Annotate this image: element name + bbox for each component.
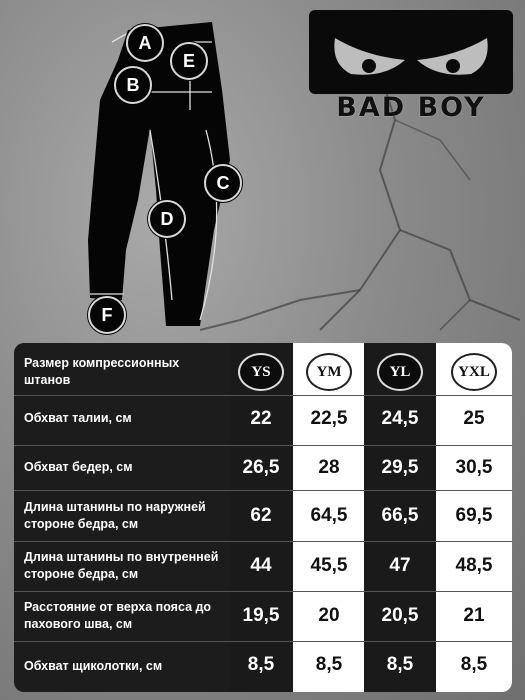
row-label: Обхват щиколотки, см [24, 659, 163, 673]
table-cell: 69,5 [455, 505, 493, 526]
marker-a: A [126, 24, 164, 62]
row-label: Длина штанины по наружней стороне бедра, см [24, 500, 206, 531]
table-cell: 30,5 [455, 457, 493, 478]
size-header-yl: YL [377, 353, 423, 391]
table-cell: 26,5 [242, 457, 280, 478]
table-cell: 45,5 [310, 555, 348, 576]
table-cell: 66,5 [381, 505, 419, 526]
table-cell: 62 [250, 505, 272, 526]
marker-f: F [88, 296, 126, 334]
illustration-area [0, 0, 525, 340]
table-cell: 21 [463, 605, 485, 626]
size-header-ym: YM [306, 353, 352, 391]
row-label: Обхват бедер, см [24, 460, 133, 474]
marker-b: B [114, 66, 152, 104]
table-cell: 22 [250, 408, 272, 429]
table-cell: 8,5 [460, 654, 488, 675]
table-cell: 22,5 [310, 408, 348, 429]
table-cell: 44 [250, 555, 272, 576]
header-label: Размер компрессионных штанов [24, 356, 180, 387]
table-cell: 8,5 [247, 654, 275, 675]
table-cell: 29,5 [381, 457, 419, 478]
size-header-ys: YS [238, 353, 284, 391]
table-cell: 20,5 [381, 605, 419, 626]
row-label: Длина штанины по внутренней стороне бедра, см [24, 550, 219, 581]
brand-name: BAD BOY [336, 92, 486, 123]
table-cell: 19,5 [242, 605, 280, 626]
table-cell: 28 [318, 457, 340, 478]
table-cell: 48,5 [455, 555, 493, 576]
size-table [14, 343, 512, 692]
marker-c: C [204, 164, 242, 202]
row-label: Обхват талии, см [24, 411, 132, 425]
table-cell: 20 [318, 605, 340, 626]
table-cell: 64,5 [310, 505, 348, 526]
table-cell: 8,5 [315, 654, 343, 675]
table-cell: 24,5 [381, 408, 419, 429]
marker-d: D [148, 200, 186, 238]
table-cell: 47 [389, 555, 411, 576]
size-header-yxl: YXL [451, 353, 497, 391]
table-cell: 8,5 [386, 654, 414, 675]
marker-e: E [170, 42, 208, 80]
row-label: Расстояние от верха пояса до пахового шва, см [24, 600, 212, 631]
table-cell: 25 [463, 408, 485, 429]
